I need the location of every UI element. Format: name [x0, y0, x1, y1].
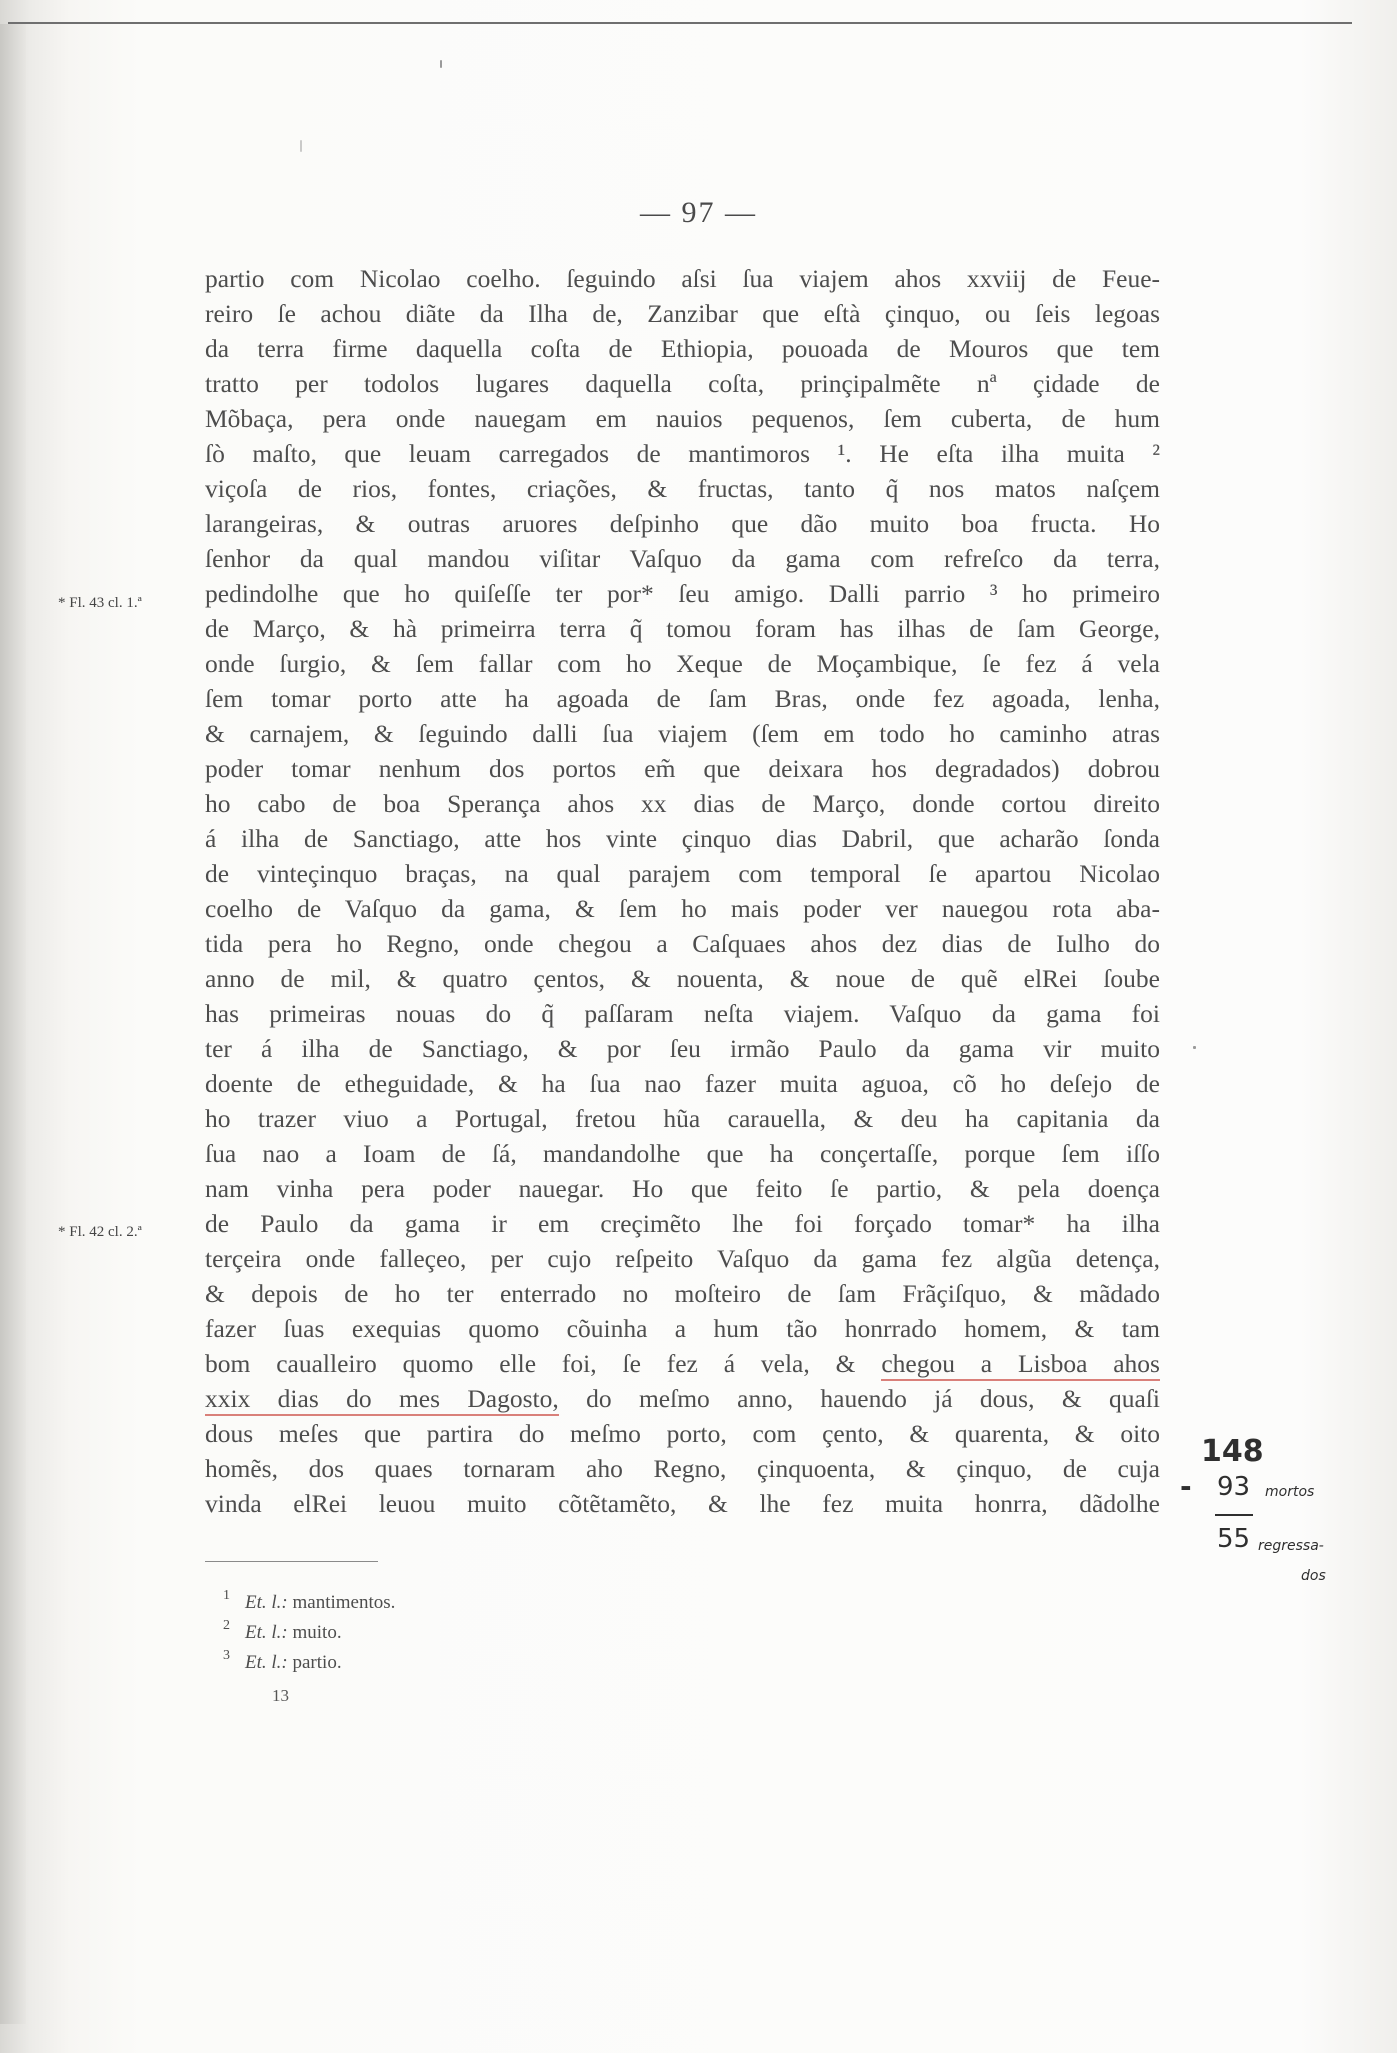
footnote-label: Et. l.: [245, 1592, 288, 1613]
footnote-label: Et. l.: [245, 1652, 288, 1673]
footnote-number: 2 [223, 1618, 230, 1633]
footnote-text: partio. [292, 1652, 342, 1673]
text-line: has primeiras nouas do q̃ paſſaram neſta viajem. Vaſquo da gama foi [205, 999, 1160, 1028]
text-line: poder tomar nenhum dos portos em̃ que deixara hos degradados) dobrou [205, 754, 1160, 783]
text-line: fazer ſuas exequias quomo cõuinha a hum tão honrrado homem, & tam [205, 1314, 1160, 1343]
handwritten-returned-count: 55 [1217, 1524, 1251, 1554]
text-line: de Março, & hà primeirra terra q̃ tomou foram has ilhas de ſam George, [205, 614, 1160, 643]
text-line: pedindolhe que ho quiſeſſe ter por* ſeu amigo. Dalli parrio ³ ho primeiro [205, 579, 1160, 608]
handwritten-sum-rule [1215, 1514, 1253, 1516]
footnote-text: mantimentos. [292, 1592, 396, 1613]
text-line: de vinteçinquo braças, na qual parajem com temporal ſe apartou Nicolao [205, 859, 1160, 888]
footnote-number: 3 [223, 1648, 230, 1663]
text-line: á ilha de Sanctiago, atte hos vinte çinquo dias Dabril, que acharão ſonda [205, 824, 1160, 853]
text-line: dous meſes que partira do meſmo porto, com çento, & quarenta, & oito [205, 1419, 1160, 1448]
footnote-text: muito. [292, 1622, 342, 1643]
body-text [205, 261, 1160, 1521]
red-underline-span: xxix dias do mes Dagosto, [205, 1384, 559, 1416]
text-line: onde ſurgio, & ſem fallar com ho Xeque de Moçambique, ſe fez á vela [205, 649, 1160, 678]
margin-folio-note: * Fl. 43 cl. 1.ª [58, 595, 142, 611]
scan-shadow-edge [0, 24, 26, 2024]
scan-top-edge [8, 22, 1352, 24]
text-line-underlined [205, 1346, 1160, 1381]
red-underline-span: chegou a Lisboa ahos [881, 1349, 1160, 1381]
footnote-rule [205, 1561, 378, 1562]
handwritten-returned-word: regressa- [1258, 1538, 1324, 1554]
text-line-underlined [205, 1381, 1160, 1416]
text-line: ſem tomar porto atte ha agoada de ſam Bras, onde fez agoada, lenha, [205, 684, 1160, 713]
line-segment: do meſmo anno, hauendo já dous, & quaſi [558, 1384, 1160, 1413]
text-line: viçoſa de rios, fontes, criações, & fructas, tanto q̃ nos matos naſçem [205, 474, 1160, 503]
line-segment: bom caualleiro quomo elle foi, ſe fez á vela, & [205, 1349, 882, 1378]
page-number: — 97 — [640, 196, 757, 229]
text-line: tratto per todolos lugares daquella coſta, prinçipalmẽte nª çidade de [205, 369, 1160, 398]
text-line: de Paulo da gama ir em creçimẽto lhe foi forçado tomar* ha ilha [205, 1209, 1160, 1238]
handwritten-minus: - [1180, 1470, 1192, 1503]
margin-folio-note: * Fl. 42 cl. 2.ª [58, 1224, 142, 1240]
text-line: ho trazer viuo a Portugal, fretou hũa carauella, & deu ha capitania da [205, 1104, 1160, 1133]
text-line: anno de mil, & quatro çentos, & nouenta, & noue de quẽ elRei ſoube [205, 964, 1160, 993]
text-line: ſenhor da qual mandou viſitar Vaſquo da gama com refreſco da terra, [205, 544, 1160, 573]
handwritten-dead-count: 93 [1217, 1472, 1251, 1502]
text-line: & carnajem, & ſeguindo dalli ſua viajem (ſem em todo ho caminho atras [205, 719, 1160, 748]
text-line: ſò maſto, que leuam carregados de mantimoros ¹. He eſta ilha muita ² [205, 439, 1160, 468]
text-line: larangeiras, & outras aruores deſpinho que dão muito boa fructa. Ho [205, 509, 1160, 538]
text-line: Mõbaça, pera onde nauegam em nauios pequenos, ſem cuberta, de hum [205, 404, 1160, 433]
scan-speck [440, 60, 442, 68]
handwritten-dead-word: mortos [1265, 1484, 1315, 1500]
scan-speck [300, 140, 302, 152]
text-line: ho cabo de boa Sperança ahos xx dias de Março, donde cortou direito [205, 789, 1160, 818]
text-line: ſua nao a Ioam de ſá, mandandolhe que ha conçertaſſe, porque ſem iſſo [205, 1139, 1160, 1168]
text-line: terçeira onde falleçeo, per cujo reſpeito Vaſquo da gama fez algũa detença, [205, 1244, 1160, 1273]
footnote [223, 1588, 396, 1614]
handwritten-total: 148 [1201, 1434, 1264, 1469]
text-line: ter á ilha de Sanctiago, & por ſeu irmão Paulo da gama vir muito [205, 1034, 1160, 1063]
text-line: coelho de Vaſquo da gama, & ſem ho mais poder ver nauegou rota aba- [205, 894, 1160, 923]
footnote [223, 1648, 342, 1674]
text-line: nam vinha pera poder nauegar. Ho que feito ſe partio, & pela doença [205, 1174, 1160, 1203]
text-line: & depois de ho ter enterrado no moſteiro de ſam Frãçiſquo, & mãdado [205, 1279, 1160, 1308]
footnote-label: Et. l.: [245, 1622, 288, 1643]
footnote-number: 1 [223, 1588, 230, 1603]
text-line: doente de etheguidade, & ha ſua nao fazer muita aguoa, cõ ho deſejo de [205, 1069, 1160, 1098]
signature-mark: 13 [272, 1686, 289, 1705]
text-line: homẽs, dos quaes tornaram aho Regno, çinquoenta, & çinquo, de cuja [205, 1454, 1160, 1483]
text-line: vinda elRei leuou muito cõtẽtamẽto, & lhe fez muita honrra, dãdolhe [205, 1489, 1160, 1518]
text-line: partio com Nicolao coelho. ſeguindo aſsi ſua viajem ahos xxviij de Feue- [205, 264, 1160, 293]
text-line: reiro ſe achou diãte da Ilha de, Zanzibar que eſtà çinquo, ou ſeis legoas [205, 299, 1160, 328]
footnote [223, 1618, 342, 1644]
text-line: da terra firme daquella coſta de Ethiopia, pouoada de Mouros que tem [205, 334, 1160, 363]
handwritten-returned-word-end: dos [1301, 1568, 1326, 1584]
scan-speck [1193, 1046, 1196, 1049]
text-line: tida pera ho Regno, onde chegou a Caſquaes ahos dez dias de Iulho do [205, 929, 1160, 958]
